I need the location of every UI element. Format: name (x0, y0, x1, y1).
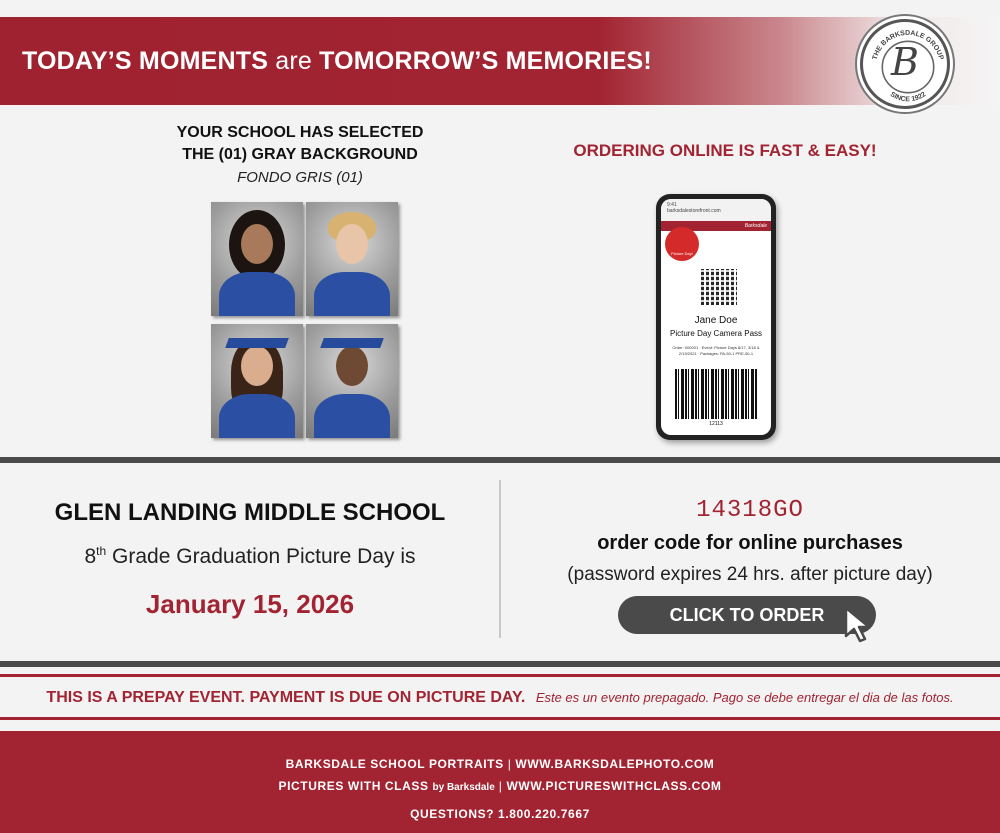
phone-screen (661, 199, 771, 435)
order-code-note: (password expires 24 hrs. after picture day) (567, 564, 933, 585)
banner-title (22, 47, 652, 76)
cursor-arrow-icon (842, 606, 880, 644)
barcode-icon (675, 369, 757, 419)
school-name: GLEN LANDING MIDDLE SCHOOL (54, 499, 446, 526)
prepay-rule-bottom (0, 717, 1000, 720)
footer-portraits: BARKSDALE SCHOOL PORTRAITS (285, 757, 504, 771)
selection-spanish: FONDO GRIS (01) (237, 169, 363, 186)
prepay-english: THIS IS A PREPAY EVENT. PAYMENT IS DUE ON PICTURE DAY. (46, 689, 526, 706)
sample-portrait-graduate-boy (306, 324, 398, 438)
click-to-order-button[interactable]: CLICK TO ORDER (618, 596, 876, 634)
phone-order-details: Order: 000001 · Event: Picture Days 8/17, 3/18 & 2/19/2021 · Packages: PA-50-1 PRE-50-1 (672, 345, 760, 356)
selection-line1: YOUR SCHOOL HAS SELECTED (176, 124, 424, 141)
grade-suffix: th (96, 544, 107, 558)
grade-text: Grade Graduation Picture Day is (112, 545, 416, 568)
phone-mockup (656, 194, 776, 440)
footer (0, 731, 1000, 833)
order-code: 14318GO (696, 497, 804, 524)
footer-line1: BARKSDALE SCHOOL PORTRAITS | WWW.BARKSDALEPHOTO.COM (285, 757, 715, 771)
phone-time: 9:41 (667, 202, 677, 208)
banner-title-part2: are (275, 47, 312, 75)
phone-browser-bar (661, 199, 771, 221)
footer-pictures-with-class: PICTURES WITH CLASS (278, 779, 429, 793)
smiley-label: Picture Day! (671, 251, 693, 256)
footer-by-barksdale: by Barksdale (432, 782, 495, 793)
logo-ring-top: THE BARKSDALE GROUP (871, 29, 945, 61)
prepay-notice (0, 682, 1000, 714)
smiley-icon (665, 227, 699, 261)
footer-link-barksdalephoto[interactable]: WWW.BARKSDALEPHOTO.COM (515, 757, 715, 771)
phone-barcode-number: 12113 (709, 421, 723, 427)
phone-pass-title: Picture Day Camera Pass (669, 329, 763, 338)
banner-title-part3: TOMORROW’S MEMORIES! (319, 47, 652, 75)
vertical-divider (499, 480, 501, 638)
barksdale-logo (860, 19, 950, 109)
ordering-online-headline: ORDERING ONLINE IS FAST & EASY! (573, 141, 877, 160)
sample-portrait-boy (306, 202, 398, 316)
prepay-spanish: Este es un evento prepagado. Pago se debe entregar el dia de las fotos. (535, 690, 954, 705)
section-divider-top (0, 457, 1000, 463)
footer-phone[interactable]: QUESTIONS? 1.800.220.7667 (410, 807, 590, 821)
selection-line2: THE (01) GRAY BACKGROUND (182, 146, 418, 163)
background-selection-title (150, 122, 450, 166)
section-divider-bottom (0, 661, 1000, 667)
phone-brand: Barksdale (744, 223, 767, 229)
picture-day-date: January 15, 2026 (145, 589, 355, 619)
prepay-rule-top (0, 674, 1000, 677)
grade-number: 8 (84, 545, 97, 568)
phone-student-name: Jane Doe (694, 315, 738, 326)
picture-day-line (20, 544, 480, 569)
banner-title-part1: TODAY’S MOMENTS (22, 47, 269, 75)
sample-portrait-graduate-girl (211, 324, 303, 438)
footer-link-pictureswithclass[interactable]: WWW.PICTURESWITHCLASS.COM (506, 779, 722, 793)
logo-monogram: B (891, 40, 919, 84)
order-code-label: order code for online purchases (597, 532, 903, 554)
footer-line2: PICTURES WITH CLASS by Barksdale | WWW.PICTURESWITHCLASS.COM (278, 779, 722, 793)
header-banner (0, 17, 1000, 105)
phone-url: barksdalestorefront.com (667, 208, 721, 214)
logo-ring-bottom: SINCE 1922 (888, 91, 928, 104)
sample-portrait-girl (211, 202, 303, 316)
